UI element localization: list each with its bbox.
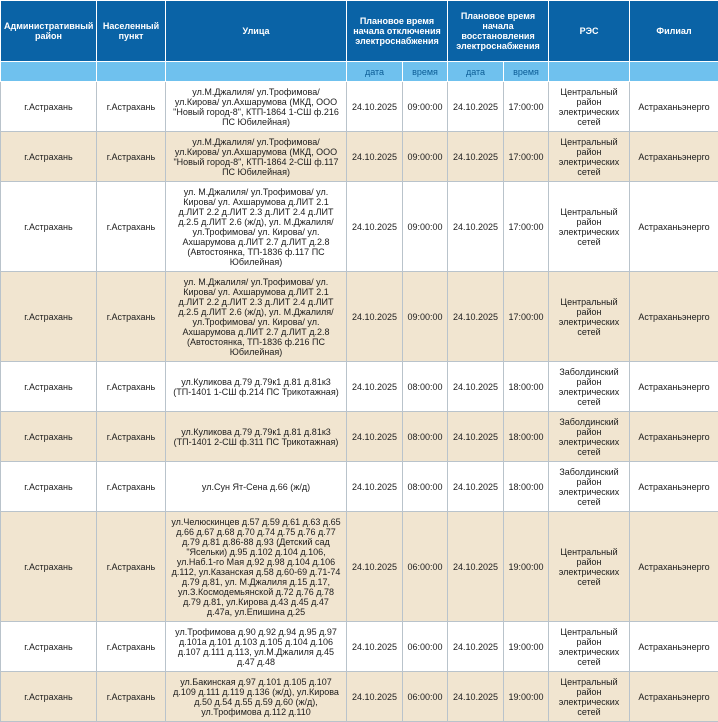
- cell-district: г.Астрахань: [1, 272, 97, 362]
- cell-restore-time: 18:00:00: [504, 412, 549, 462]
- cell-restore-date: 24.10.2025: [448, 272, 504, 362]
- cell-res: Заболдинский район электрических сетей: [549, 412, 630, 462]
- subheader-start-time: время: [403, 62, 448, 82]
- cell-start-time: 09:00:00: [403, 272, 448, 362]
- table-row: [1, 622, 718, 672]
- table-row: [1, 272, 718, 362]
- header-street: Улица: [166, 1, 347, 62]
- cell-branch: Астраханьэнерго: [630, 362, 718, 412]
- cell-branch: Астраханьэнерго: [630, 182, 718, 272]
- cell-locality: г.Астрахань: [97, 412, 166, 462]
- table-row: [1, 132, 718, 182]
- cell-restore-date: 24.10.2025: [448, 672, 504, 722]
- cell-district: г.Астрахань: [1, 182, 97, 272]
- cell-branch: Астраханьэнерго: [630, 132, 718, 182]
- cell-street: ул. М.Джалиля/ ул.Трофимова/ ул. Кирова/ ул. Ахшарумова д.ЛИТ 2.1 д.ЛИТ 2.2 д.ЛИТ 2.3 д.ЛИТ 2.4 д.ЛИТ д.2.5 д.ЛИТ 2.6 (ж/д), ул. М.Джалиля/ ул.Трофимова/ ул. Кирова/ ул. Ахшарумова д.ЛИТ 2.7 д.ЛИТ д.2.8 (Автостоянка, ТП-1836 ф.216 ПС Юбилейная): [166, 272, 347, 362]
- cell-restore-date: 24.10.2025: [448, 362, 504, 412]
- cell-street: ул.Челюскинцев д.57 д.59 д.61 д.63 д.65 д.66 д.67 д.68 д.70 д.74 д.75 д.76 д.77 д.79 д.81 д.86-88 д.93 (Детский сад "Ясельки) д.95 д.102 д.104 д.106, ул.Наб.1-го Мая д.92 д.98 д.104 д.106 д.112, ул.Казанская д.58 д.60-69 д.71-74 д.79 д.81, ул. М.Джалиля д.15 д.17, ул.З.Космодемьянской д.72 д.76 д.78 д.79 д.81, ул.Кирова д.43 д.45 д.47 д.47а, ул.Епишина д.25: [166, 512, 347, 622]
- cell-district: г.Астрахань: [1, 82, 97, 132]
- cell-res: Центральный район электрических сетей: [549, 622, 630, 672]
- cell-restore-date: 24.10.2025: [448, 132, 504, 182]
- cell-start-date: 24.10.2025: [347, 672, 403, 722]
- cell-district: г.Астрахань: [1, 132, 97, 182]
- cell-restore-time: 18:00:00: [504, 462, 549, 512]
- cell-restore-date: 24.10.2025: [448, 412, 504, 462]
- cell-restore-date: 24.10.2025: [448, 82, 504, 132]
- cell-restore-time: 19:00:00: [504, 512, 549, 622]
- subheader-empty: [630, 62, 718, 82]
- cell-res: Заболдинский район электрических сетей: [549, 362, 630, 412]
- table-row: [1, 82, 718, 132]
- cell-start-time: 09:00:00: [403, 82, 448, 132]
- cell-restore-date: 24.10.2025: [448, 512, 504, 622]
- cell-start-date: 24.10.2025: [347, 512, 403, 622]
- cell-branch: Астраханьэнерго: [630, 622, 718, 672]
- header-row: [1, 1, 718, 62]
- table-row: [1, 512, 718, 622]
- cell-branch: Астраханьэнерго: [630, 462, 718, 512]
- cell-street: ул.Куликова д.79 д.79к1 д.81 д.81к3 (ТП-1401 1-СШ ф.214 ПС Трикотажная): [166, 362, 347, 412]
- cell-branch: Астраханьэнерго: [630, 512, 718, 622]
- cell-start-date: 24.10.2025: [347, 362, 403, 412]
- cell-street: ул.Куликова д.79 д.79к1 д.81 д.81к3 (ТП-1401 2-СШ ф.311 ПС Трикотажная): [166, 412, 347, 462]
- cell-street: ул.Сун Ят-Сена д.66 (ж/д): [166, 462, 347, 512]
- cell-district: г.Астрахань: [1, 512, 97, 622]
- cell-start-time: 08:00:00: [403, 462, 448, 512]
- cell-res: Центральный район электрических сетей: [549, 672, 630, 722]
- table-row: [1, 672, 718, 722]
- cell-locality: г.Астрахань: [97, 462, 166, 512]
- subheader-empty: [549, 62, 630, 82]
- table-row: [1, 462, 718, 512]
- cell-start-time: 06:00:00: [403, 512, 448, 622]
- cell-start-time: 06:00:00: [403, 672, 448, 722]
- cell-res: Центральный район электрических сетей: [549, 82, 630, 132]
- cell-street: ул.М.Джалиля/ ул.Трофимова/ ул.Кирова/ ул.Ахшарумова (МКД, ООО "Новый город-8", КТП-1864 2-СШ ф.117 ПС Юбилейная): [166, 132, 347, 182]
- cell-branch: Астраханьэнерго: [630, 82, 718, 132]
- cell-locality: г.Астрахань: [97, 82, 166, 132]
- header-restore: Плановое время начала восстановления электроснабжения: [448, 1, 549, 62]
- cell-street: ул.М.Джалиля/ ул.Трофимова/ ул.Кирова/ ул.Ахшарумова (МКД, ООО "Новый город-8", КТП-1864 1-СШ ф.216 ПС Юбилейная): [166, 82, 347, 132]
- cell-locality: г.Астрахань: [97, 622, 166, 672]
- header-locality: Населенный пункт: [97, 1, 166, 62]
- cell-street: ул. М.Джалиля/ ул.Трофимова/ ул. Кирова/ ул. Ахшарумова д.ЛИТ 2.1 д.ЛИТ 2.2 д.ЛИТ 2.3 д.ЛИТ 2.4 д.ЛИТ д.2.5 д.ЛИТ 2.6 (ж/д), ул. М.Джалиля/ ул.Трофимова/ ул. Кирова/ ул. Ахшарумова д.ЛИТ 2.7 д.ЛИТ д.2.8 (Автостоянка, ТП-1836 ф.117 ПС Юбилейная): [166, 182, 347, 272]
- cell-restore-date: 24.10.2025: [448, 462, 504, 512]
- table-row: [1, 362, 718, 412]
- cell-district: г.Астрахань: [1, 362, 97, 412]
- cell-start-date: 24.10.2025: [347, 462, 403, 512]
- cell-locality: г.Астрахань: [97, 182, 166, 272]
- cell-restore-time: 19:00:00: [504, 622, 549, 672]
- cell-res: Центральный район электрических сетей: [549, 182, 630, 272]
- cell-start-date: 24.10.2025: [347, 622, 403, 672]
- cell-restore-time: 17:00:00: [504, 182, 549, 272]
- subheader-restore-date: дата: [448, 62, 504, 82]
- cell-locality: г.Астрахань: [97, 132, 166, 182]
- cell-locality: г.Астрахань: [97, 672, 166, 722]
- cell-start-time: 09:00:00: [403, 182, 448, 272]
- cell-restore-time: 17:00:00: [504, 272, 549, 362]
- cell-start-date: 24.10.2025: [347, 412, 403, 462]
- subheader-empty: [1, 62, 97, 82]
- cell-district: г.Астрахань: [1, 412, 97, 462]
- cell-restore-time: 17:00:00: [504, 132, 549, 182]
- subheader-empty: [166, 62, 347, 82]
- cell-street: ул.Трофимова д.90 д.92 д.94 д.95 д.97 д.101а д.101 д.103 д.105 д.104 д.106 д.107 д.111 д.113, ул.М.Джалиля д.45 д.47 д.48: [166, 622, 347, 672]
- cell-restore-time: 18:00:00: [504, 362, 549, 412]
- cell-start-date: 24.10.2025: [347, 132, 403, 182]
- table-row: [1, 182, 718, 272]
- subheader-row: [1, 62, 718, 82]
- cell-branch: Астраханьэнерго: [630, 412, 718, 462]
- cell-district: г.Астрахань: [1, 622, 97, 672]
- header-outage-start: Плановое время начала отключения электроснабжения: [347, 1, 448, 62]
- cell-start-time: 08:00:00: [403, 362, 448, 412]
- subheader-empty: [97, 62, 166, 82]
- cell-start-time: 09:00:00: [403, 132, 448, 182]
- cell-res: Заболдинский район электрических сетей: [549, 462, 630, 512]
- cell-street: ул.Бакинская д.97 д.101 д.105 д.107 д.109 д.111 д.119 д.136 (ж/д), ул.Кирова д.50 д.54 д.55 д.59 д.60 (ж/д), ул.Трофимова д.112 д.110: [166, 672, 347, 722]
- cell-branch: Астраханьэнерго: [630, 272, 718, 362]
- cell-locality: г.Астрахань: [97, 272, 166, 362]
- cell-district: г.Астрахань: [1, 462, 97, 512]
- header-branch: Филиал: [630, 1, 718, 62]
- cell-restore-time: 19:00:00: [504, 672, 549, 722]
- cell-branch: Астраханьэнерго: [630, 672, 718, 722]
- table-row: [1, 412, 718, 462]
- cell-res: Центральный район электрических сетей: [549, 272, 630, 362]
- subheader-start-date: дата: [347, 62, 403, 82]
- cell-district: г.Астрахань: [1, 672, 97, 722]
- cell-restore-date: 24.10.2025: [448, 182, 504, 272]
- subheader-restore-time: время: [504, 62, 549, 82]
- cell-locality: г.Астрахань: [97, 362, 166, 412]
- cell-start-date: 24.10.2025: [347, 82, 403, 132]
- cell-restore-time: 17:00:00: [504, 82, 549, 132]
- header-district: Административный район: [1, 1, 97, 62]
- cell-res: Центральный район электрических сетей: [549, 512, 630, 622]
- cell-restore-date: 24.10.2025: [448, 622, 504, 672]
- cell-start-date: 24.10.2025: [347, 182, 403, 272]
- cell-start-date: 24.10.2025: [347, 272, 403, 362]
- cell-res: Центральный район электрических сетей: [549, 132, 630, 182]
- header-res: РЭС: [549, 1, 630, 62]
- cell-locality: г.Астрахань: [97, 512, 166, 622]
- cell-start-time: 06:00:00: [403, 622, 448, 672]
- cell-start-time: 08:00:00: [403, 412, 448, 462]
